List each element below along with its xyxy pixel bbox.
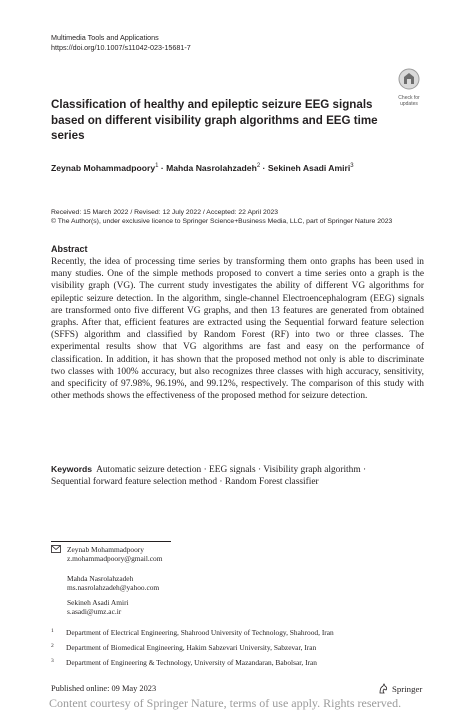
- affiliation-text: Department of Engineering & Technology, University of Mazandaran, Babolsar, Iran: [66, 658, 318, 667]
- author-separator: ·: [260, 163, 268, 173]
- check-for-updates-badge[interactable]: [396, 68, 422, 107]
- affiliation: [51, 643, 316, 652]
- author-aff: 2: [256, 163, 261, 170]
- journal-name: Multimedia Tools and Applications: [51, 33, 159, 42]
- publisher-name: Springer: [392, 683, 423, 694]
- affiliation: [51, 628, 334, 637]
- keywords-line: Sequential forward feature selection method · Random Forest classifier: [51, 477, 319, 488]
- paper-title: Classification of healthy and epileptic seizure EEG signals based on different visibility graph algorithms and EEG time series: [51, 98, 378, 142]
- author-name[interactable]: Mahda Nasrolahzadeh: [166, 163, 257, 173]
- author-name[interactable]: Sekineh Asadi Amiri: [267, 163, 351, 173]
- author-aff: 1: [155, 163, 159, 170]
- author-list: [51, 163, 354, 173]
- published-online: Published online: 09 May 2023: [51, 684, 157, 693]
- author-name[interactable]: Zeynab Mohammadpoory: [51, 163, 156, 173]
- author-aff: 3: [350, 163, 354, 170]
- affiliation-text: Department of Electrical Engineering, Shahrood University of Technology, Shahrood, Iran: [66, 628, 334, 637]
- contact-entry: [51, 574, 159, 592]
- envelope-icon: [51, 545, 61, 555]
- abstract-text: Recently, the idea of processing time series by transforming them onto graphs has been used in many studies. One of the simple methods proposed to convert a time series onto a graph is the visibility graph (VG). The current study investigates the ability of different VG algorithms for epileptic seizure detection. In the algorithm, single-channel Electroencephalogram (EEG) signals are transformed onto five different VG graphs, and then 13 features are generated from obtained graphs. After that, efficient features are extracted using the Sequential forward feature selection (SFFS) algorithm and classified by Random Forest (RF) into two or three classes. The experimental results show that VG algorithms are fast and easy on the performance of classification. In addition, it has shown that the proposed method not only is able to discriminate two classes with 100% accuracy, but also recognizes three classes with high accuracy, sensitivity, and specificity of 97.98%, 96.19%, and 99.12%, respectively. The comparison of this study with other methods shows the effectiveness of the proposed method for seizure detection.: [51, 257, 424, 402]
- footnote-rule: [51, 541, 171, 542]
- affiliation: [51, 658, 317, 667]
- journal-header: [51, 33, 191, 52]
- keywords-block: [51, 463, 424, 488]
- courtesy-notice: Content courtesy of Springer Nature, terms of use apply. Rights reserved.: [49, 696, 402, 710]
- author-separator: ·: [158, 163, 167, 173]
- contact-name: Mahda Nasrolahzadeh: [67, 574, 134, 583]
- affiliation-text: Department of Biomedical Engineering, Hakim Sabzevari University, Sabzevar, Iran: [66, 643, 317, 652]
- doi-link[interactable]: https://doi.org/10.1007/s11042-023-15681-7: [51, 42, 191, 52]
- publication-dates: [51, 208, 392, 226]
- contact-entry: [51, 598, 129, 616]
- contact-email[interactable]: s.asadi@umz.ac.ir: [67, 607, 122, 617]
- corresponding-author: [51, 545, 162, 563]
- affiliation-number: 1: [51, 628, 54, 634]
- springer-horse-icon: [378, 683, 389, 694]
- history-line: Received: 15 March 2022 / Revised: 12 July 2022 / Accepted: 22 April 2023: [51, 209, 279, 216]
- keywords-heading: Keywords: [51, 464, 93, 474]
- contact-name: Sekineh Asadi Amiri: [67, 598, 129, 607]
- contact-name: Zeynab Mohammadpoory: [67, 545, 144, 554]
- check-for-updates-icon: [396, 68, 422, 90]
- publisher-logo: [378, 683, 422, 694]
- contact-email[interactable]: ms.nasrolahzadeh@yahoo.com: [67, 583, 160, 593]
- keywords-line: Automatic seizure detection · EEG signals · Visibility graph algorithm ·: [96, 465, 367, 475]
- badge-label-1: Check for: [398, 95, 420, 101]
- badge-label-2: updates: [400, 101, 418, 107]
- contact-email[interactable]: z.mohammadpoory@gmail.com: [67, 554, 163, 564]
- abstract-heading: Abstract: [51, 244, 88, 254]
- affiliation-number: 3: [51, 658, 54, 664]
- affiliation-number: 2: [51, 643, 54, 649]
- copyright-line: © The Author(s), under exclusive licence to Springer Science+Business Media, LLC, part of Springer Nature 2023: [51, 218, 393, 226]
